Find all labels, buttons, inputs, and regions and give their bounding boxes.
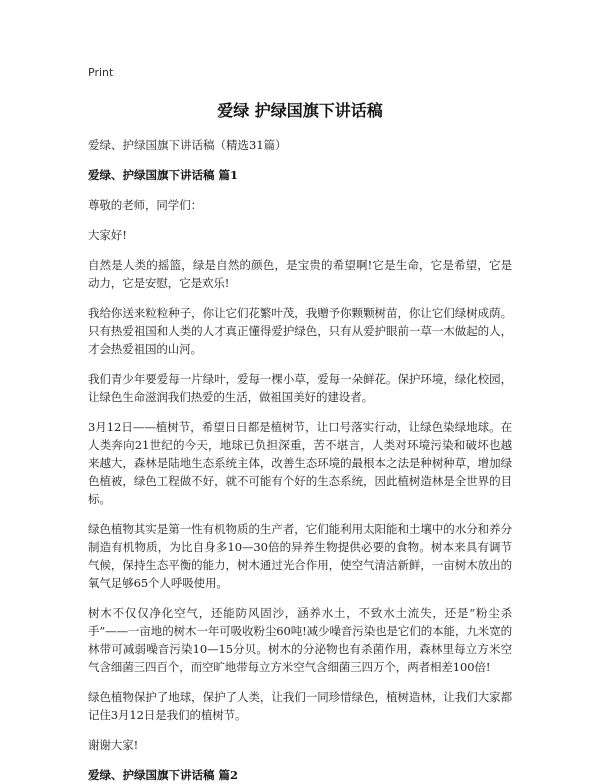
section-heading-1: 爱绿、护绿国旗下讲话稿 篇1	[88, 168, 239, 182]
print-link[interactable]: Print	[88, 66, 114, 79]
section-heading-2: 爱绿、护绿国旗下讲话稿 篇2	[88, 768, 239, 782]
paragraph-youth: 我们青少年要爱每一片绿叶，爱每一棵小草，爱每一朵鲜花。保护环境，绿化校园，让绿色生命滋润我们热爱的生活，做祖国美好的建设者。	[88, 372, 512, 404]
page-title: 爱绿 护绿国旗下讲话稿	[217, 101, 383, 120]
paragraph-arbor-day: 3月12日——植树节，希望日日都是植树节，让口号落实行动，让绿色染绿地球。在人类奔向21世纪的今天，地球已负担深重，苦不堪言，人类对环境污染和破坏也越来越大，森林是陆地生态系统主体，改善生态环境的最根本之法是种树种草，增加绿色植被，绿色工程做不好，就不可能有个好的生态系统，因此植树造林是全世界的目标。	[88, 420, 512, 506]
paragraph-trees: 树木不仅仅净化空气，还能防风固沙，涵养水土，不致水土流失，还是“粉尘杀手”——一亩地的树木一年可吸收粉尘60吨!减少噪音污染也是它们的本能，九米宽的林带可减弱噪音污染10—15分贝。树木的分泌物也有杀菌作用，森林里每立方米空气含细菌三四百个，而空旷地带每立方米空气含细菌三四万个，两者相差100倍!	[88, 606, 512, 674]
paragraph-nature: 自然是人类的摇篮，绿是自然的颜色，是宝贵的希望啊!它是生命，它是希望，它是动力，它是安慰，它是欢乐!	[88, 258, 512, 290]
paragraph-plants: 绿色植物其实是第一性有机物质的生产者，它们能利用太阳能和土壤中的水分和养分制造有机物质，为比自身多10—30倍的异养生物提供必要的食物。树本来具有调节气候，保持生态平衡的能力，树木通过光合作用，使空气清洁新鲜，一亩树木放出的氧气足够65个人呼吸使用。	[88, 522, 512, 590]
document-subtitle: 爱绿、护绿国旗下讲话稿（精选31篇）	[88, 138, 287, 152]
paragraph-salutation: 尊敬的老师，同学们：	[88, 198, 202, 212]
paragraph-thanks: 谢谢大家!	[88, 738, 139, 752]
paragraph-greeting: 大家好!	[88, 228, 127, 242]
paragraph-seeds: 我给你送来粒粒种子，你让它们花繁叶茂，我赠予你颗颗树苗，你让它们绿树成荫。只有热爱祖国和人类的人才真正懂得爱护绿色，只有从爱护眼前一草一木做起的人，才会热爱祖国的山河。	[88, 306, 512, 356]
paragraph-protect: 绿色植物保护了地球，保护了人类，让我们一同珍惜绿色，植树造林，让我们大家都记住3月12日是我们的植树节。	[88, 690, 512, 722]
